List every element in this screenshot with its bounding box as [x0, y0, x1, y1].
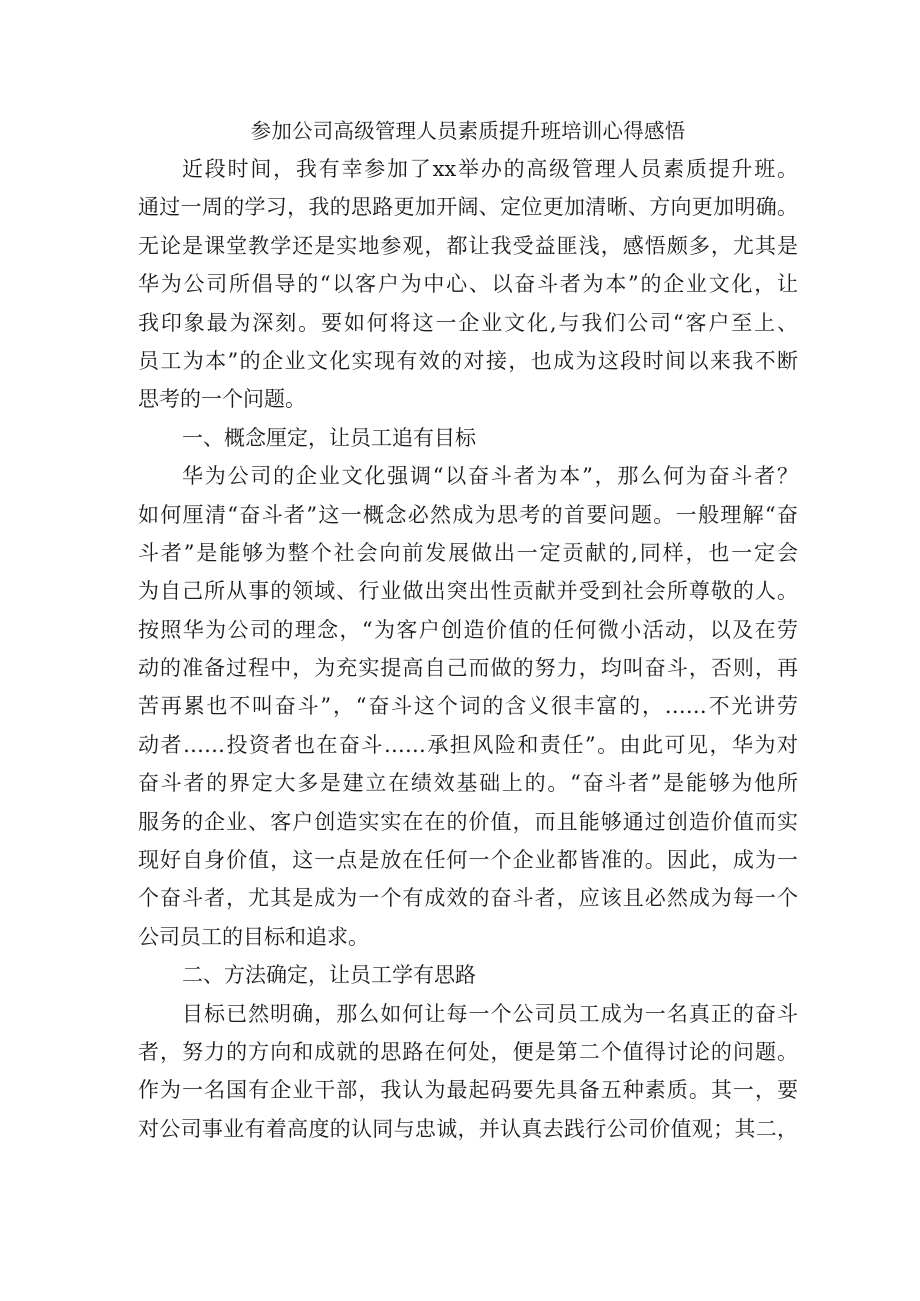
text-line: 对公司事业有着高度的认同与忠诚，并认真去践行公司价值观；其二， [138, 1116, 798, 1141]
text-line: 现好自身价值，这一点是放在任何一个企业都皆准的。因此，成为一 [138, 848, 798, 873]
document-body [138, 112, 798, 1148]
text-line: 通过一周的学习，我的思路更加开阔、定位更加清晰、方向更加明确。 [138, 195, 798, 220]
text-line: 近段时间，我有幸参加了xx举办的高级管理人员素质提升班。 [182, 157, 798, 181]
text-line: 按照华为公司的理念，“为客户创造价值的任何微小活动，以及在劳 [138, 617, 798, 642]
text-line: 华为公司所倡导的“以客户为中心、以奋斗者为本”的企业文化，让 [138, 272, 798, 297]
text-line: 目标已然明确，那么如何让每一个公司员工成为一名真正的奋斗 [182, 1001, 798, 1026]
text-line: 奋斗者的界定大多是建立在绩效基础上的。“奋斗者”是能够为他所 [138, 771, 798, 796]
text-line: 公司员工的目标和追求。 [138, 924, 369, 949]
text-line: 苦再累也不叫奋斗”，“奋斗这个词的含义很丰富的，……不光讲劳 [138, 694, 798, 719]
text-line: 华为公司的企业文化强调“以奋斗者为本”，那么何为奋斗者？ [182, 464, 798, 489]
text-line: 如何厘清“奋斗者”这一概念必然成为思考的首要问题。一般理解“奋 [138, 502, 798, 527]
text-line: 作为一名国有企业干部，我认为最起码要先具备五种素质。其一，要 [138, 1078, 798, 1103]
section-heading-2: 二、方法确定，让员工学有思路 [182, 963, 476, 988]
text-line: 思考的一个问题。 [138, 387, 306, 412]
text-line: 斗者”是能够为整个社会向前发展做出一定贡献的,同样，也一定会 [138, 540, 798, 565]
section-heading-1: 一、概念厘定，让员工追有目标 [182, 425, 476, 450]
text-line: 动者……投资者也在奋斗……承担风险和责任”。由此可见，华为对 [138, 732, 798, 757]
text-line: 服务的企业、客户创造实实在在的价值，而且能够通过创造价值而实 [138, 809, 798, 834]
text-line: 者，努力的方向和成就的思路在何处，便是第二个值得讨论的问题。 [138, 1039, 798, 1064]
text-line: 个奋斗者，尤其是成为一个有成效的奋斗者，应该且必然成为每一个 [138, 886, 798, 911]
document-title: 参加公司高级管理人员素质提升班培训心得感悟 [250, 119, 686, 143]
text-line: 员工为本”的企业文化实现有效的对接，也成为这段时间以来我不断 [138, 348, 798, 373]
text-line: 动的准备过程中，为充实提高自己而做的努力，均叫奋斗，否则，再 [138, 656, 798, 681]
text-line: 我印象最为深刻。要如何将这一企业文化,与我们公司“客户至上、 [138, 310, 798, 335]
text-line: 为自己所从事的领域、行业做出突出性贡献并受到社会所尊敬的人。 [138, 579, 798, 604]
text-line: 无论是课堂教学还是实地参观，都让我受益匪浅，感悟颇多，尤其是 [138, 233, 798, 258]
